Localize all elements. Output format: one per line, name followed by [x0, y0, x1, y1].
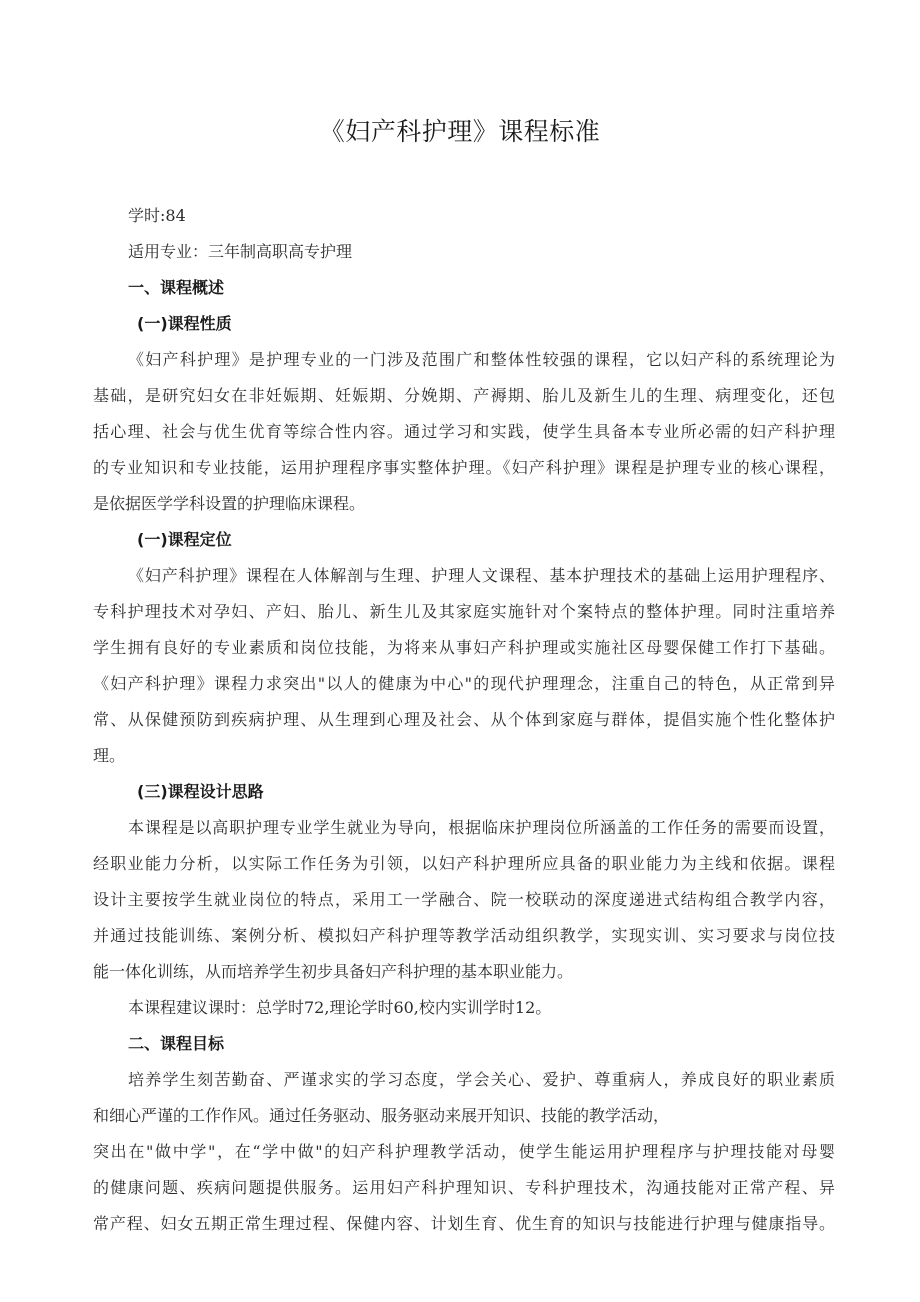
paragraph-line: 常产程、妇女五期正常生理过程、保健内容、计划生育、优生育的知识与技能进行护理与健康指导。 — [93, 1214, 835, 1233]
paragraph-line: 理。 — [93, 746, 126, 765]
paragraph-line: 本课程是以高职护理专业学生就业为导向，根据临床护理岗位所涵盖的工作任务的需要而设置， — [128, 818, 835, 837]
paragraph-line: 经职业能力分析，以实际工作任务为引领，以妇产科护理所应具备的职业能力为主线和依据。课程 — [93, 854, 835, 873]
suggested-hours: 本课程建议课时：总学时72,理论学时60,校内实训学时12。 — [128, 998, 552, 1017]
applicable-major: 适用专业：三年制高职高专护理 — [128, 242, 353, 261]
paragraph-line: 基础，是研究妇女在非妊娠期、妊娠期、分娩期、产褥期、胎儿及新生儿的生理、病理变化，还包 — [93, 386, 835, 405]
section-heading-overview: 一、课程概述 — [128, 278, 225, 297]
paragraph-line: 能一体化训练，从而培养学生初步具备妇产科护理的基本职业能力。 — [93, 962, 574, 981]
paragraph-line: 《妇产科护理》课程力求突出"以人的健康为中心"的现代护理理念，注重自己的特色，从正常到异 — [93, 674, 835, 693]
paragraph-line: 专科护理技术对孕妇、产妇、胎儿、新生儿及其家庭实施针对个案特点的整体护理。同时注重培养 — [93, 602, 835, 621]
subsection-heading-position: (一)课程定位 — [137, 530, 232, 549]
paragraph-line: 和细心严谨的工作作风。通过任务驱动、服务驱动来展开知识、技能的教学活动， — [93, 1106, 670, 1125]
paragraph-line: 设计主要按学生就业岗位的特点，采用工一学融合、院一校联动的深度递进式结构组合教学内容， — [93, 890, 835, 909]
paragraph-line: 培养学生刻苦勤奋、严谨求实的学习态度，学会关心、爱护、尊重病人，养成良好的职业素质 — [128, 1070, 835, 1089]
subsection-heading-nature: (一)课程性质 — [137, 314, 232, 333]
paragraph-line: 《妇产科护理》课程在人体解剖与生理、护理人文课程、基本护理技术的基础上运用护理程序、 — [128, 566, 835, 585]
subsection-heading-design: (三)课程设计思路 — [137, 782, 264, 801]
paragraph-line: 并通过技能训练、案例分析、模拟妇产科护理等教学活动组织教学，实现实训、实习要求与岗位技 — [93, 926, 835, 945]
paragraph-line: 是依据医学学科设置的护理临床课程。 — [93, 494, 366, 513]
paragraph-line: 括心理、社会与优生优育等综合性内容。通过学习和实践，使学生具备本专业所必需的妇产科护理 — [93, 422, 835, 441]
paragraph-line: 的健康问题、疾病问题提供服务。运用妇产科护理知识、专科护理技术，沟通技能对正常产程、异 — [93, 1178, 835, 1197]
paragraph-line: 常、从保健预防到疾病护理、从生理到心理及社会、从个体到家庭与群体，提倡实施个性化整体护 — [93, 710, 835, 729]
class-hours: 学时:84 — [128, 206, 186, 225]
paragraph-line: 突出在"做中学"，在“学中做"的妇产科护理教学活动，使学生能运用护理程序与护理技能对母婴 — [93, 1142, 835, 1161]
paragraph-line: 学生拥有良好的专业素质和岗位技能，为将来从事妇产科护理或实施社区母婴保健工作打下基础。 — [93, 638, 835, 657]
document-title: 《妇产科护理》课程标准 — [319, 117, 601, 146]
paragraph-line: 的专业知识和专业技能，运用护理程序事实整体护理。《妇产科护理》课程是护理专业的核心课程， — [93, 458, 835, 477]
paragraph-line: 《妇产科护理》是护理专业的一门涉及范围广和整体性较强的课程，它以妇产科的系统理论为 — [128, 350, 835, 369]
section-heading-goals: 二、课程目标 — [128, 1034, 225, 1053]
